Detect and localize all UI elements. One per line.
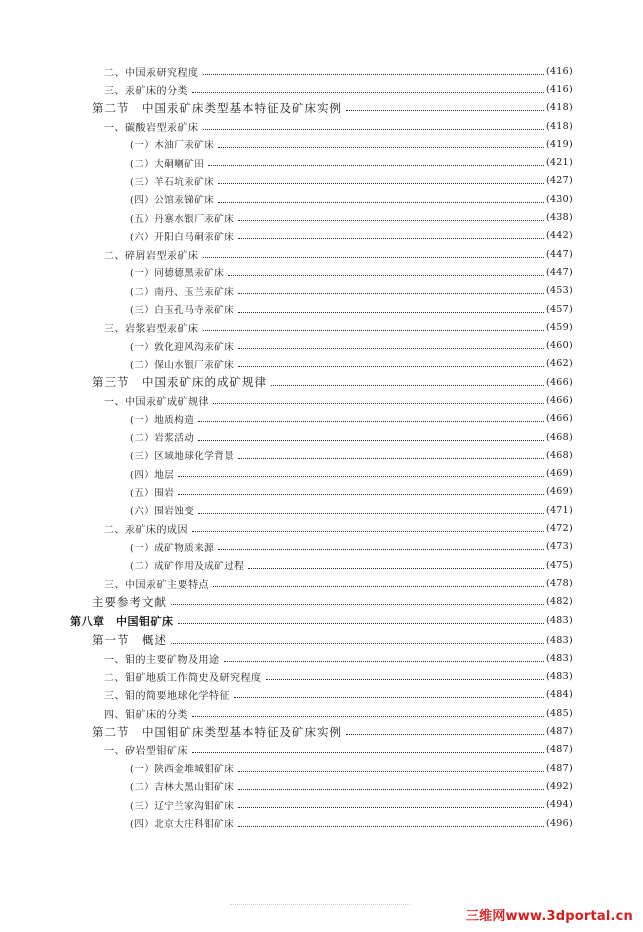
toc-entry-page: (471): [545, 504, 573, 516]
toc-entry[interactable]: [0, 501, 643, 519]
toc-entry-title: 二、钼矿地质工作简史及研究程度: [104, 673, 262, 685]
toc-entry-page: (438): [545, 212, 573, 224]
toc-entry-page: (487): [545, 744, 573, 756]
toc-entry-page: (482): [545, 596, 573, 608]
toc-entry-title: (二）岩浆活动: [130, 433, 195, 445]
toc-entry-title: 三、岩浆岩型汞矿床: [104, 323, 199, 335]
toc-entry-page: (478): [545, 577, 573, 589]
toc-entry-title: 主要参考文献: [92, 594, 167, 609]
dot-leader: [238, 366, 544, 367]
toc-entry-page: (483): [545, 634, 573, 646]
toc-entry-page: (469): [545, 486, 573, 498]
toc-entry[interactable]: [0, 62, 643, 80]
toc-entry-title: 三、钼的简要地球化学特征: [104, 691, 230, 703]
toc-entry[interactable]: [0, 208, 643, 226]
dot-leader: [218, 147, 544, 148]
dot-leader: [213, 403, 544, 404]
toc-entry[interactable]: [0, 99, 643, 117]
toc-entry[interactable]: [0, 649, 643, 667]
toc-entry-page: (447): [545, 248, 573, 260]
toc-entry-page: (483): [545, 652, 573, 664]
dot-leader: [198, 440, 544, 441]
toc-entry-page: (473): [545, 541, 573, 553]
dot-leader: [203, 129, 544, 130]
toc-entry[interactable]: [0, 668, 643, 686]
toc-entry[interactable]: [0, 391, 643, 409]
dot-leader: [192, 716, 544, 717]
toc-entry-title: 第一节 概述: [92, 633, 167, 648]
toc-entry[interactable]: [0, 759, 643, 777]
dot-leader: [203, 74, 544, 75]
dot-leader: [238, 789, 544, 790]
toc-entry-page: (447): [545, 266, 573, 278]
toc-entry-page: (468): [545, 431, 573, 443]
toc-entry[interactable]: [0, 704, 643, 722]
toc-entry-page: (419): [545, 138, 573, 150]
toc-entry[interactable]: [0, 428, 643, 446]
dot-leader: [238, 348, 544, 349]
toc-entry-title: (五）围岩: [130, 487, 175, 499]
toc-entry-page: (492): [545, 780, 573, 792]
toc-entry[interactable]: [0, 245, 643, 263]
toc-entry[interactable]: [0, 741, 643, 759]
dot-leader: [238, 312, 544, 313]
dot-leader: [218, 549, 544, 550]
dot-leader: [192, 92, 544, 93]
toc-entry[interactable]: [0, 135, 643, 153]
dot-leader: [228, 275, 544, 276]
toc-entry[interactable]: [0, 336, 643, 354]
dot-leader: [208, 165, 544, 166]
toc-entry-page: (494): [545, 799, 573, 811]
toc-entry-title: (六）围岩蚀变: [130, 506, 195, 518]
toc-entry-page: (418): [545, 102, 573, 114]
toc-entry[interactable]: [0, 483, 643, 501]
dot-leader: [238, 771, 544, 772]
dot-leader: [238, 826, 544, 827]
toc-entry[interactable]: [0, 538, 643, 556]
dot-leader: [238, 458, 544, 459]
toc-entry-title: (三）羊石坑汞矿床: [130, 176, 215, 188]
toc-entry-title: 二、碎屑岩型汞矿床: [104, 250, 199, 262]
toc-entry-page: (453): [545, 285, 573, 297]
toc-entry-title: (一）同德德黑汞矿床: [130, 268, 225, 280]
toc-entry-page: (416): [545, 65, 573, 77]
toc-entry[interactable]: [0, 172, 643, 190]
toc-entry-title: 第三节 中国汞矿床的成矿规律: [92, 375, 267, 390]
toc-entry-title: (一）成矿物质来源: [130, 542, 215, 554]
dot-leader: [238, 807, 544, 808]
toc-entry[interactable]: [0, 80, 643, 98]
toc-entry-page: (442): [545, 230, 573, 242]
toc-entry-title: (二）保山水银厂汞矿床: [130, 359, 235, 371]
toc-entry[interactable]: [0, 446, 643, 464]
toc-entry-title: (二）成矿作用及成矿过程: [130, 561, 245, 573]
dot-leader: [178, 494, 544, 495]
toc-entry-title: (三）辽宁兰家沟钼矿床: [130, 800, 235, 812]
toc-entry[interactable]: [0, 722, 643, 740]
dot-leader: [266, 679, 544, 680]
watermark: 三维网www.3dportal.cn: [465, 909, 633, 924]
dot-leader: [346, 734, 544, 735]
dot-leader: [346, 110, 544, 111]
toc-entry-title: 第二节 中国汞矿床类型基本特征及矿床实例: [92, 100, 342, 115]
toc-entry[interactable]: [0, 556, 643, 574]
toc-entry-page: (416): [545, 83, 573, 95]
toc-entry[interactable]: [0, 796, 643, 814]
toc-entry-page: (475): [545, 559, 573, 571]
toc-entry-page: (466): [545, 394, 573, 406]
toc-entry-page: (487): [545, 726, 573, 738]
toc-entry[interactable]: [0, 263, 643, 281]
toc-entry[interactable]: [0, 282, 643, 300]
dot-leader: [218, 183, 544, 184]
toc-entry-title: 第八章 中国钼矿床: [70, 614, 174, 628]
toc-entry[interactable]: [0, 611, 643, 631]
toc-entry-page: (472): [545, 523, 573, 535]
toc-entry[interactable]: [0, 814, 643, 832]
toc-entry-page: (483): [545, 671, 573, 683]
toc-entry-title: (二）大硐喇矿田: [130, 158, 205, 170]
toc-entry-page: (466): [545, 376, 573, 388]
toc-entry[interactable]: [0, 153, 643, 171]
dot-leader: [203, 330, 544, 331]
toc-entry-page: (469): [545, 468, 573, 480]
toc-entry-title: (二）吉林大黑山钼矿床: [130, 782, 235, 794]
toc-entry-title: 二、汞矿床的成因: [104, 525, 188, 537]
toc-entry[interactable]: [0, 593, 643, 611]
dot-leader: [192, 531, 544, 532]
toc-entry-page: (466): [545, 413, 573, 425]
scan-speckle: [230, 900, 410, 905]
dot-leader: [203, 257, 544, 258]
toc-entry[interactable]: [0, 465, 643, 483]
dot-leader: [248, 568, 544, 569]
dot-leader: [271, 385, 544, 386]
toc-entry-page: (421): [545, 157, 573, 169]
toc-entry[interactable]: [0, 574, 643, 592]
toc-entry-title: 三、中国汞矿主要特点: [104, 579, 209, 591]
toc-entry-title: (六）开阳白马硐汞矿床: [130, 231, 235, 243]
dot-leader: [192, 752, 544, 753]
toc-entry-title: (四）地层: [130, 469, 175, 481]
toc-entry-title: 四、钼矿床的分类: [104, 709, 188, 721]
dot-leader: [238, 238, 544, 239]
toc-entry-title: 一、碳酸岩型汞矿床: [104, 122, 199, 134]
toc-entry-title: 一、中国汞矿成矿规律: [104, 396, 209, 408]
toc-entry-page: (483): [545, 615, 573, 627]
toc-entry-title: (二）南丹、玉兰汞矿床: [130, 286, 235, 298]
toc-entry-page: (496): [545, 817, 573, 829]
toc-entry[interactable]: [0, 519, 643, 537]
toc-entry-page: (427): [545, 175, 573, 187]
dot-leader: [171, 643, 544, 644]
toc-entry-title: 三、汞矿床的分类: [104, 85, 188, 97]
toc-entry-page: (430): [545, 193, 573, 205]
toc-entry-title: (四）北京大庄科钼矿床: [130, 819, 235, 831]
toc-entry-title: (三）白玉孔马寺汞矿床: [130, 305, 235, 316]
dot-leader: [218, 202, 544, 203]
toc-entry[interactable]: [0, 318, 643, 336]
toc-entry-title: 第二节 中国钼矿床类型基本特征及矿床实例: [92, 724, 342, 739]
dot-leader: [234, 697, 544, 698]
toc-entry-title: 二、中国汞研究程度: [104, 67, 199, 79]
dot-leader: [198, 513, 544, 514]
toc-entry[interactable]: [0, 117, 643, 135]
toc-entry-title: (三）区域地球化学背景: [130, 451, 235, 463]
toc-entry-page: (487): [545, 762, 573, 774]
toc-entry[interactable]: [0, 190, 643, 208]
toc-entry-title: (四）公馆汞锑矿床: [130, 195, 215, 207]
toc-entry-title: (一）敦化迎风沟汞矿床: [130, 341, 235, 353]
toc-entry-title: (一）木油厂汞矿床: [130, 140, 215, 152]
toc-entry-page: (468): [545, 449, 573, 461]
table-of-contents: [0, 62, 643, 832]
toc-entry-page: (484): [545, 689, 573, 701]
toc-entry-page: (485): [545, 707, 573, 719]
dot-leader: [213, 586, 544, 587]
toc-entry-page: (457): [545, 303, 573, 315]
toc-entry[interactable]: [0, 410, 643, 428]
toc-entry-page: (459): [545, 321, 573, 333]
dot-leader: [238, 220, 544, 221]
toc-entry-title: 一、钼的主要矿物及用途: [104, 654, 220, 666]
dot-leader: [178, 476, 544, 477]
toc-entry-title: 一、矽岩型钼矿床: [104, 746, 188, 758]
dot-leader: [198, 421, 544, 422]
toc-entry-title: (五）丹寨水银厂汞矿床: [130, 213, 235, 225]
dot-leader: [178, 623, 544, 624]
toc-entry-page: (460): [545, 340, 573, 352]
toc-entry[interactable]: [0, 777, 643, 795]
toc-entry[interactable]: [0, 373, 643, 391]
dot-leader: [238, 293, 544, 294]
toc-entry[interactable]: [0, 631, 643, 649]
toc-entry-title: (一）地质构造: [130, 414, 195, 426]
toc-entry[interactable]: [0, 227, 643, 245]
toc-entry[interactable]: [0, 355, 643, 373]
dot-leader: [224, 661, 544, 662]
toc-entry-page: (418): [545, 120, 573, 132]
toc-entry-page: (462): [545, 358, 573, 370]
toc-entry[interactable]: [0, 686, 643, 704]
toc-entry-title: (一）陕西金堆城钼矿床: [130, 764, 235, 776]
dot-leader: [171, 604, 544, 605]
toc-entry[interactable]: [0, 300, 643, 318]
